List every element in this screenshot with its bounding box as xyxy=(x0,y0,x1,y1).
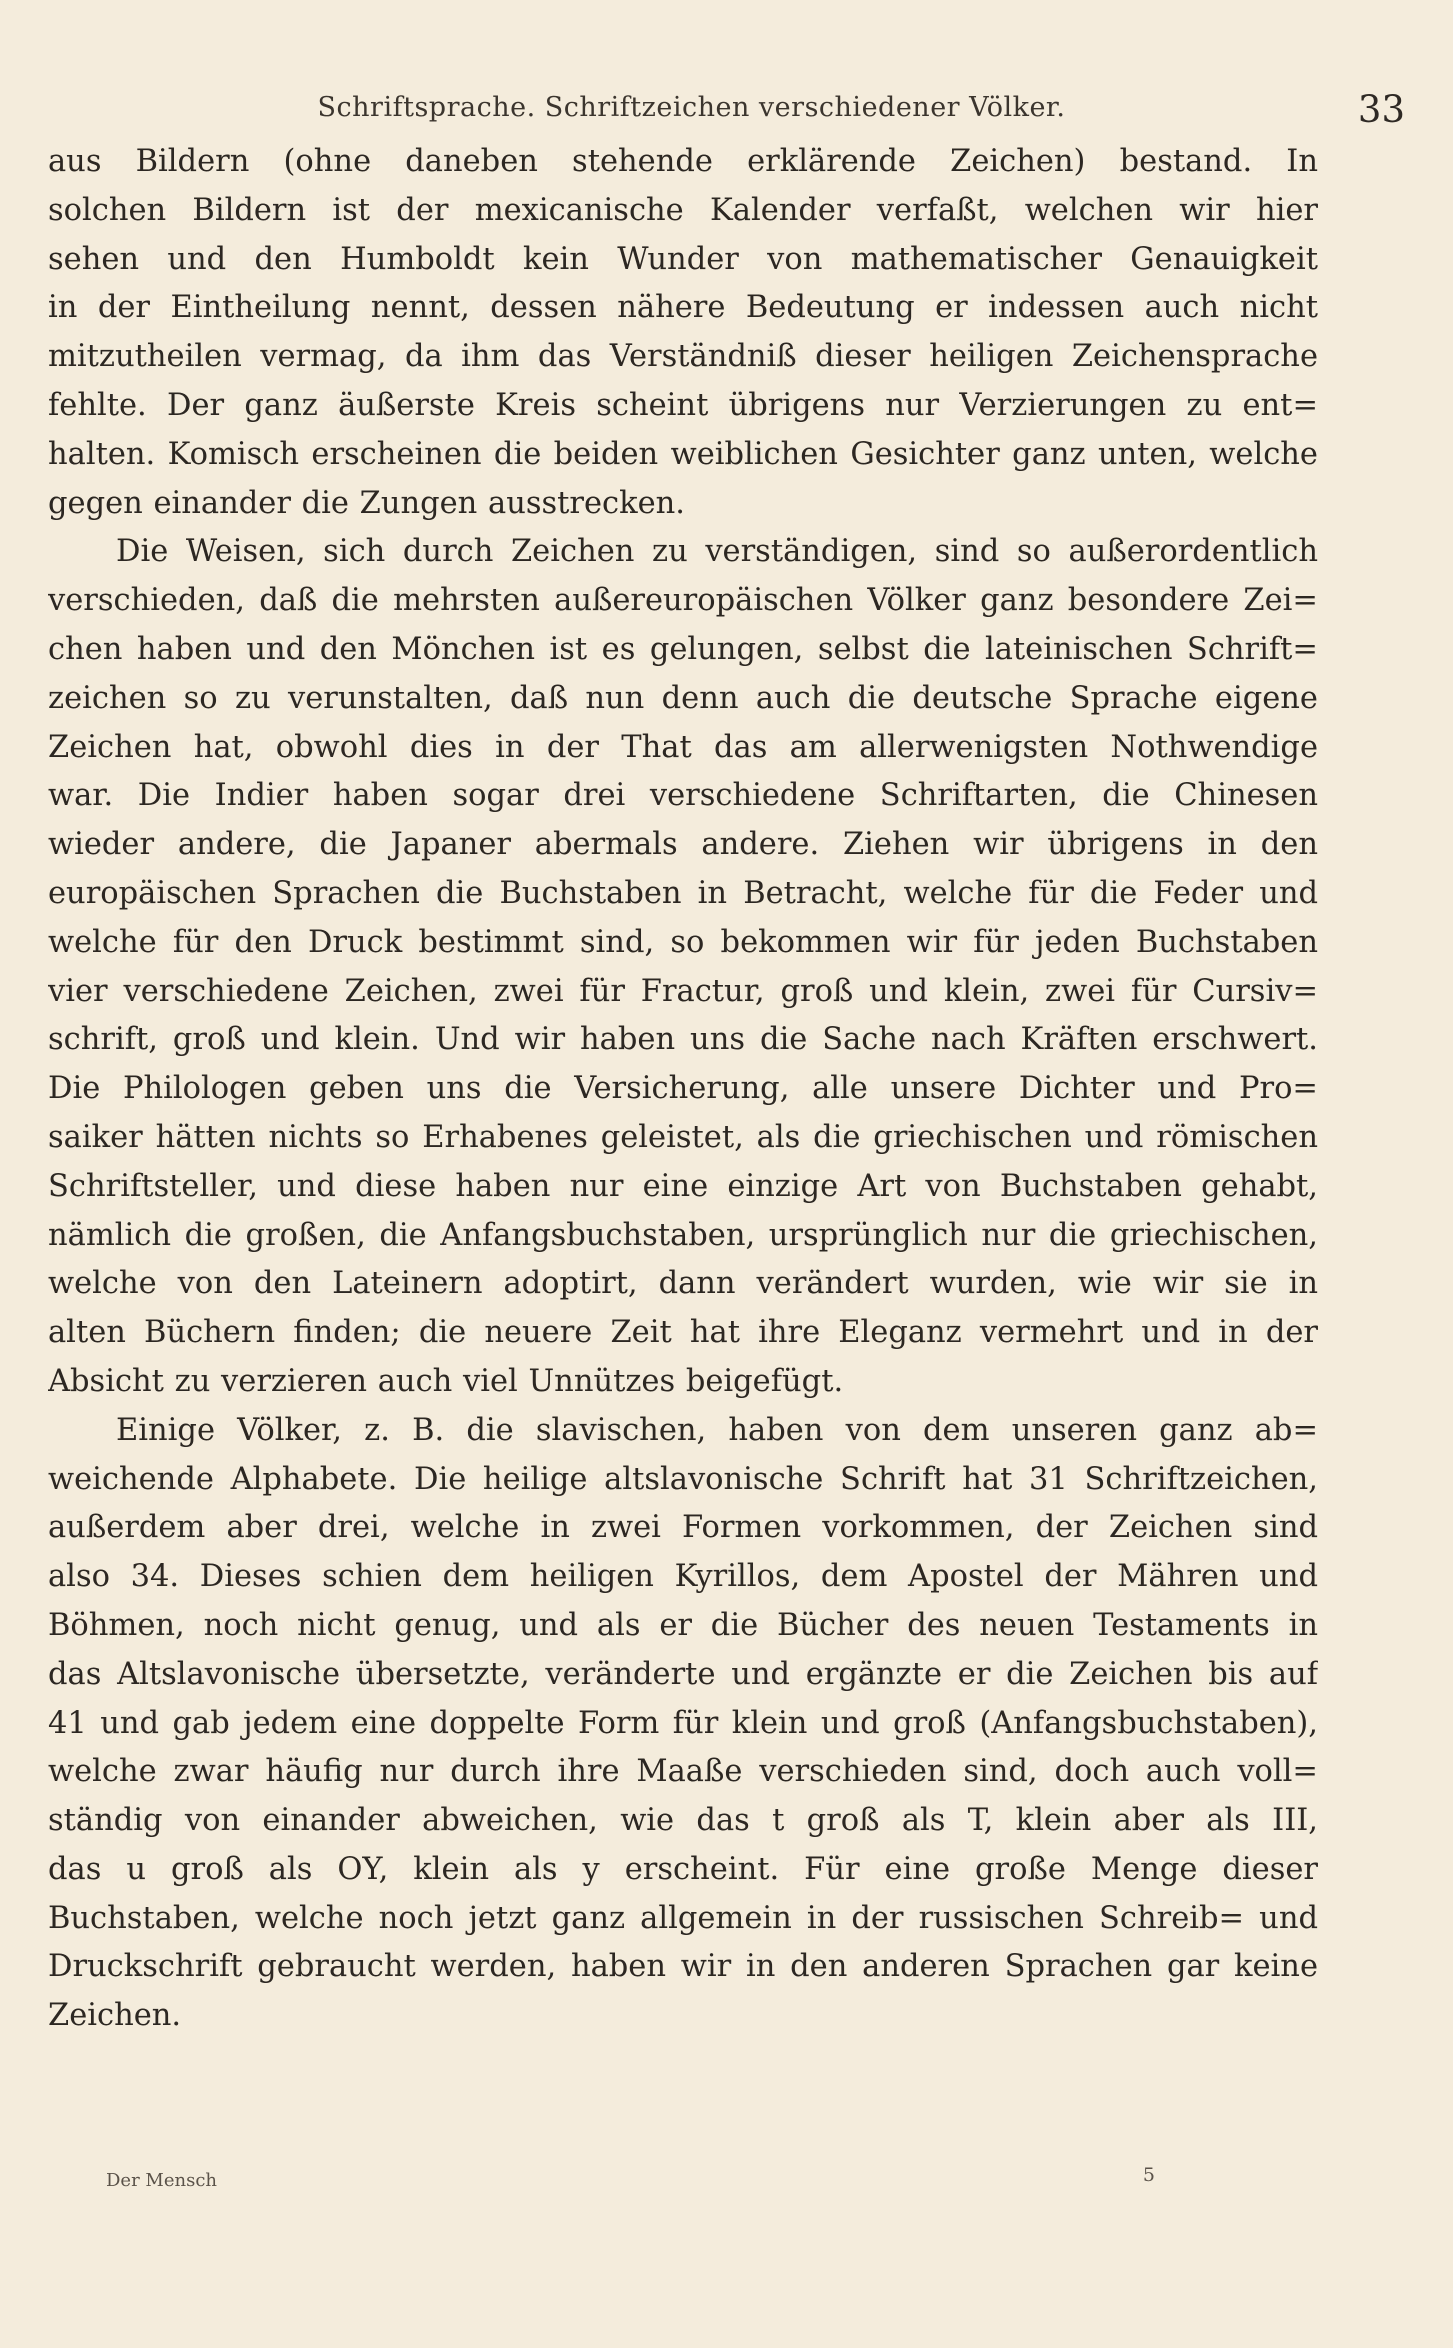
body-text xyxy=(48,138,1318,2041)
text-line: aus Bildern (ohne daneben stehende erklärende Zeichen) bestand. In xyxy=(48,144,1318,179)
text-line: war. Die Indier haben sogar drei verschiedene Schriftarten, die Chinesen xyxy=(48,778,1318,814)
text-line: Die Philologen geben uns die Versicherung, alle unsere Dichter und Pro= xyxy=(48,1071,1318,1107)
text-line: Die Weisen, sich durch Zeichen zu verständigen, sind so außerordentlich xyxy=(116,534,1318,570)
text-line: welche für den Druck bestimmt sind, so bekommen wir für jeden Buchstaben xyxy=(48,924,1318,960)
text-line: Schriftsteller, und diese haben nur eine einzige Art von Buchstaben gehabt, xyxy=(48,1168,1318,1204)
text-line: Druckschrift gebraucht werden, haben wir in den anderen Sprachen gar keine xyxy=(48,1949,1318,1985)
text-line: 41 und gab jedem eine doppelte Form für klein und groß (Anfangsbuchstaben), xyxy=(48,1705,1318,1741)
text-line: nämlich die großen, die Anfangsbuchstaben, ursprünglich nur die griechischen, xyxy=(48,1217,1318,1253)
text-line: alten Büchern finden; die neuere Zeit hat ihre Eleganz vermehrt und in der xyxy=(48,1315,1318,1351)
text-line: ständig von einander abweichen, wie das t groß als T, klein aber als III, xyxy=(48,1803,1318,1839)
text-line: welche von den Lateinern adoptirt, dann verändert wurden, wie wir sie in xyxy=(48,1266,1318,1302)
text-line: gegen einander die Zungen ausstrecken. xyxy=(48,485,685,521)
text-line: Absicht zu verzieren auch viel Unnützes beigefügt. xyxy=(48,1363,844,1399)
text-line: also 34. Dieses schien dem heiligen Kyrillos, dem Apostel der Mähren und xyxy=(48,1559,1318,1595)
text-line: in der Eintheilung nennt, dessen nähere Bedeutung er indessen auch nicht xyxy=(48,290,1318,326)
text-line: solchen Bildern ist der mexicanische Kalender verfaßt, welchen wir hier xyxy=(48,192,1318,228)
running-title: Schriftsprache. Schriftzeichen verschiedener Völker. xyxy=(317,92,1066,123)
text-line: saiker hätten nichts so Erhabenes geleistet, als die griechischen und römischen xyxy=(48,1119,1318,1155)
text-line: schrift, groß und klein. Und wir haben uns die Sache nach Kräften erschwert. xyxy=(48,1022,1318,1058)
text-line: Einige Völker, z. B. die slavischen, haben von dem unseren ganz ab= xyxy=(116,1412,1318,1448)
text-line: das u groß als OY, klein als y erscheint. Für eine große Menge dieser xyxy=(48,1851,1318,1887)
page-number: 33 xyxy=(1357,88,1405,131)
text-line: zeichen so zu verunstalten, daß nun denn auch die deutsche Sprache eigene xyxy=(48,680,1318,716)
page-footer xyxy=(48,2164,1405,2210)
text-line: Buchstaben, welche noch jetzt ganz allgemein in der russischen Schreib= und xyxy=(48,1900,1318,1936)
text-line: außerdem aber drei, welche in zwei Formen vorkommen, der Zeichen sind xyxy=(48,1510,1318,1546)
text-line: Zeichen. xyxy=(48,1998,182,2034)
signature-mark: Der Mensch xyxy=(106,2170,217,2191)
text-line: sehen und den Humboldt kein Wunder von mathematischer Genauigkeit xyxy=(48,241,1318,277)
text-line: Zeichen hat, obwohl dies in der That das am allerwenigsten Nothwendige xyxy=(48,729,1318,765)
text-line: halten. Komisch erscheinen die beiden weiblichen Gesichter ganz unten, welche xyxy=(48,436,1318,472)
text-line: verschieden, daß die mehrsten außereuropäischen Völker ganz besondere Zei= xyxy=(48,583,1318,619)
sheet-number: 5 xyxy=(1142,2164,1155,2186)
text-line: Böhmen, noch nicht genug, und als er die Bücher des neuen Testaments in xyxy=(48,1607,1318,1643)
text-line: welche zwar häufig nur durch ihre Maaße verschieden sind, doch auch voll= xyxy=(48,1754,1318,1790)
text-line: mitzutheilen vermag, da ihm das Verständniß dieser heiligen Zeichensprache xyxy=(48,339,1318,375)
text-line: wieder andere, die Japaner abermals andere. Ziehen wir übrigens in den xyxy=(48,827,1318,863)
text-line: weichende Alphabete. Die heilige altslavonische Schrift hat 31 Schriftzeichen, xyxy=(48,1461,1318,1497)
page-header xyxy=(48,88,1405,142)
text-line: europäischen Sprachen die Buchstaben in Betracht, welche für die Feder und xyxy=(48,875,1318,911)
text-line: fehlte. Der ganz äußerste Kreis scheint übrigens nur Verzierungen zu ent= xyxy=(48,387,1318,423)
text-line: chen haben und den Mönchen ist es gelungen, selbst die lateinischen Schrift= xyxy=(48,631,1318,667)
text-line: vier verschiedene Zeichen, zwei für Fractur, groß und klein, zwei für Cursiv= xyxy=(48,973,1318,1009)
text-line: das Altslavonische übersetzte, veränderte und ergänzte er die Zeichen bis auf xyxy=(48,1656,1318,1692)
